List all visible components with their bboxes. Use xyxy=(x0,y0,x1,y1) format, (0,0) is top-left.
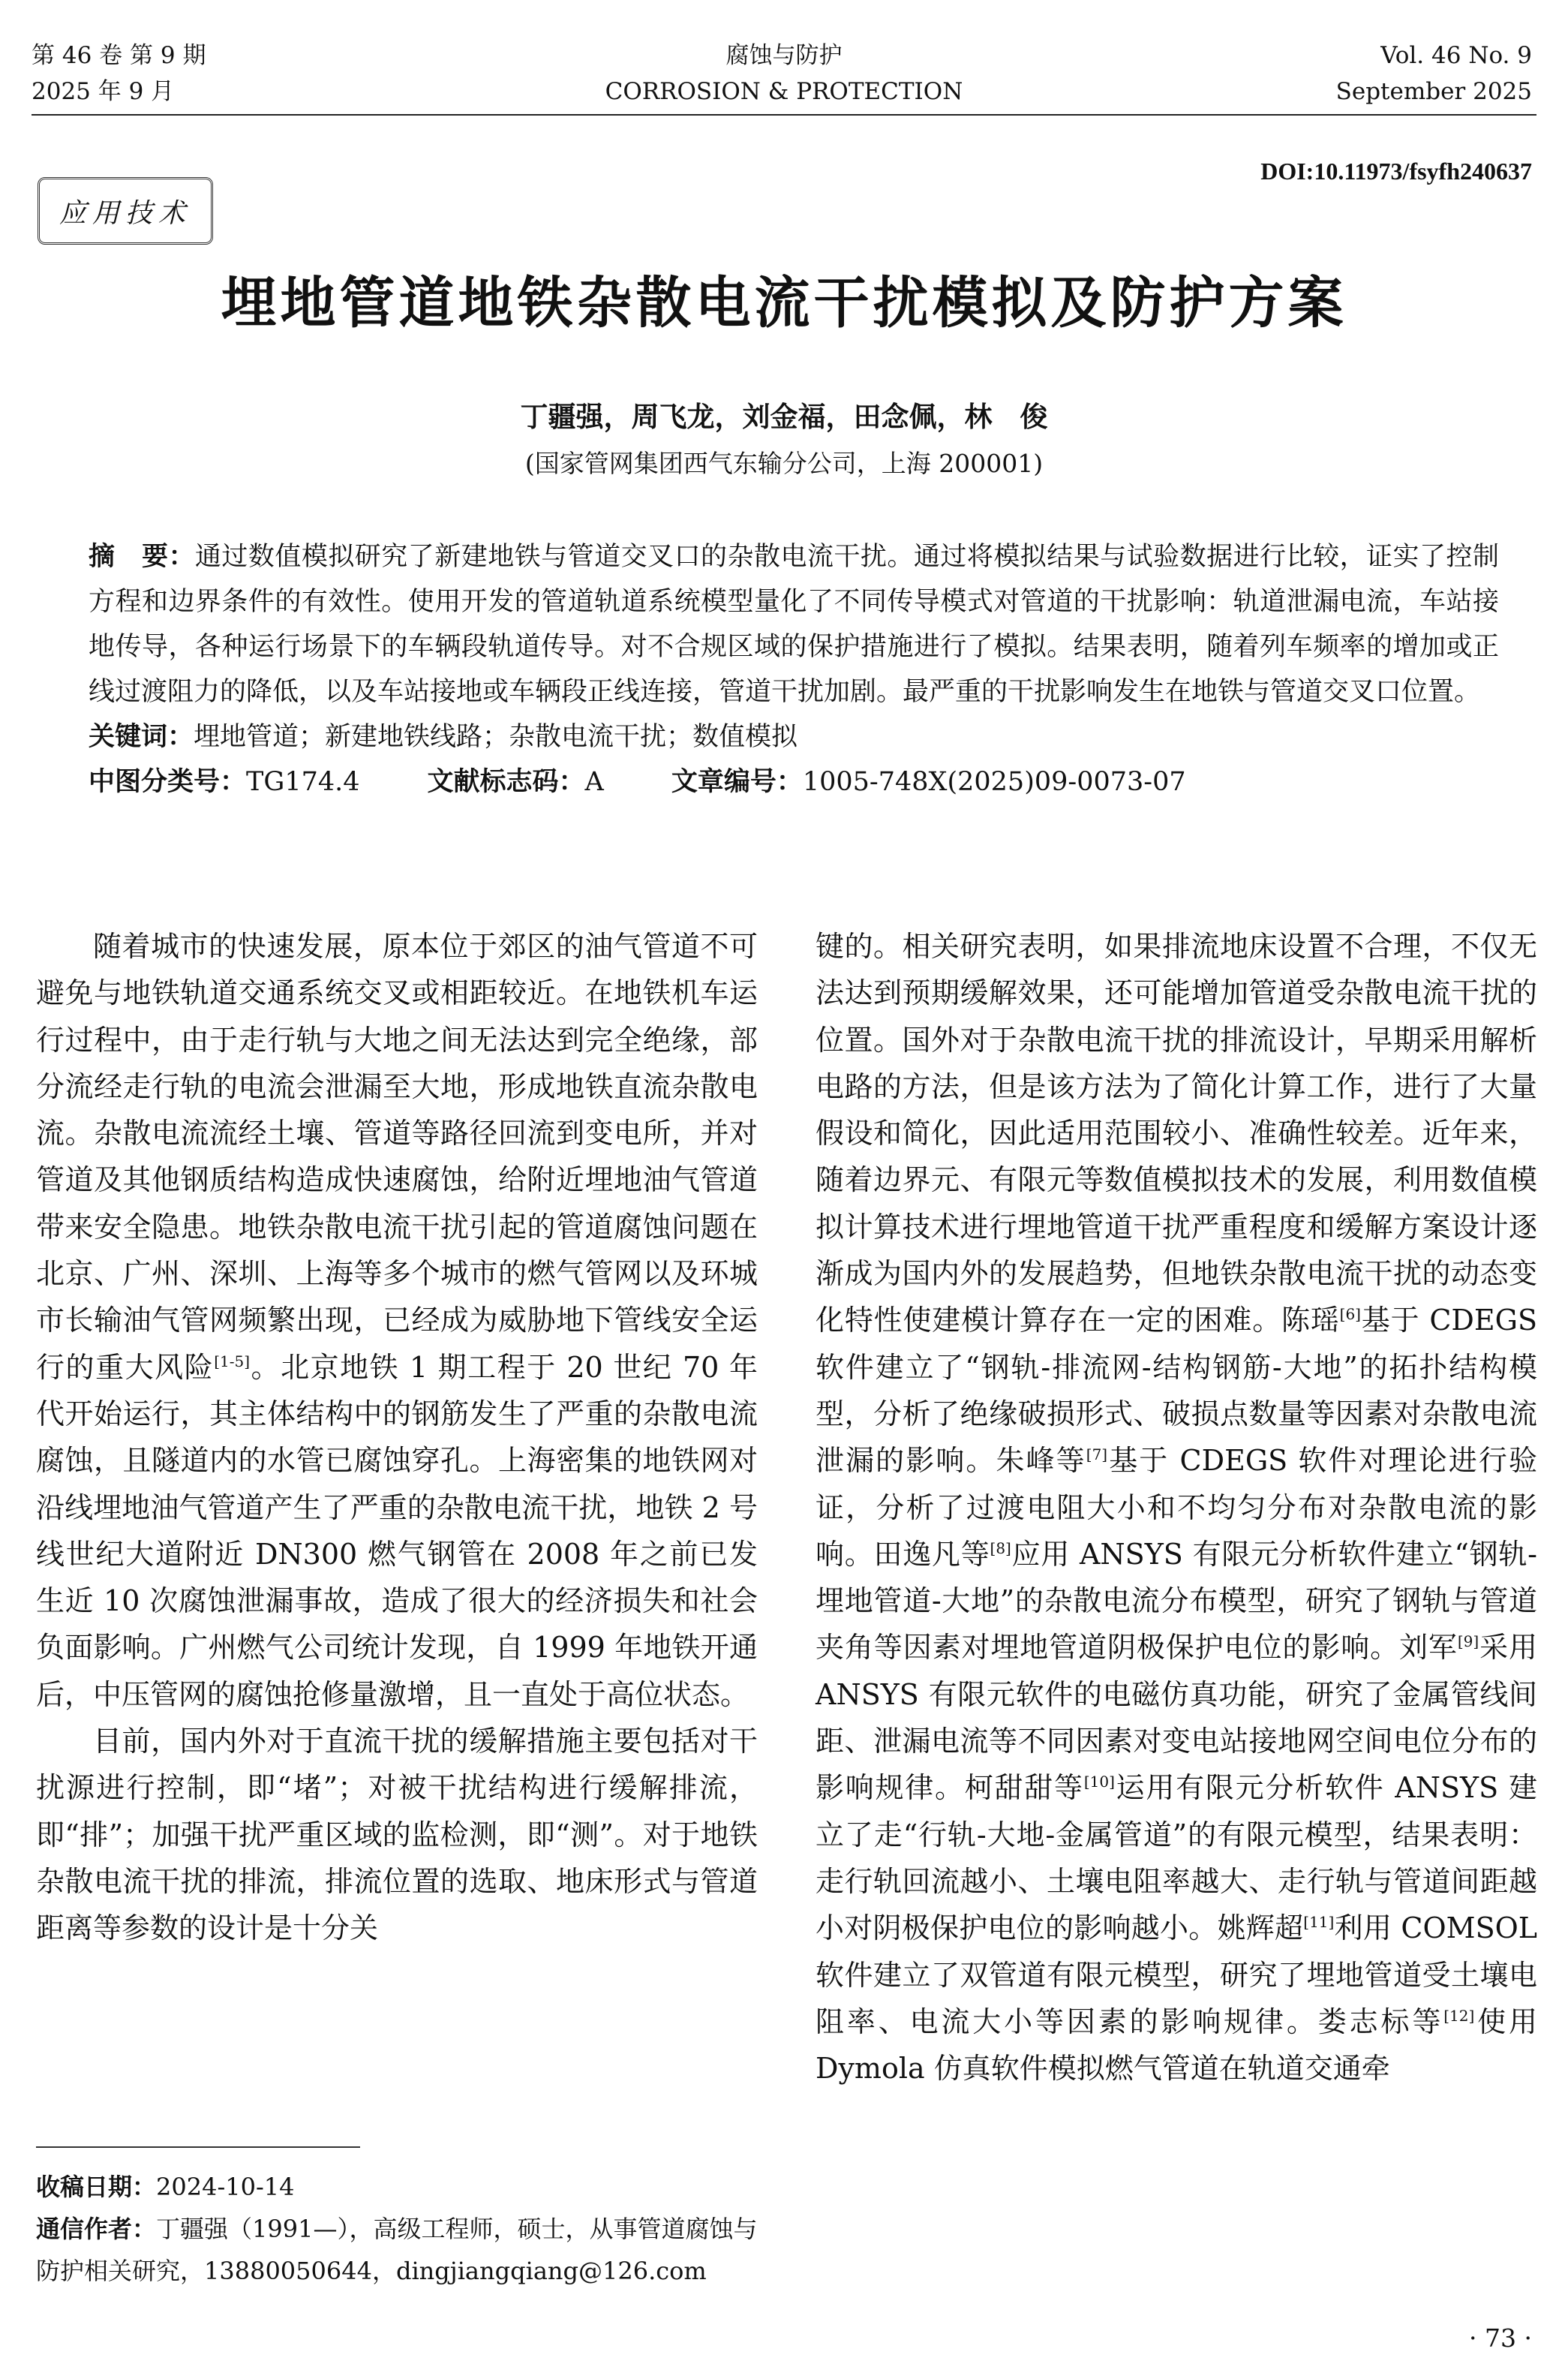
journal-name-cn: 腐蚀与防护 xyxy=(725,42,843,69)
abstract-text: 通过数值模拟研究了新建地铁与管道交叉口的杂散电流干扰。通过将模拟结果与试验数据进行比较，证实了控制方程和边界条件的有效性。使用开发的管道轨道系统模型量化了不同传导模式对管道的干扰影响：轨道泄漏电流，车站接地传导，各种运行场景下的车辆段轨道传导。对不合规区域的保护措施进行了模拟。结果表明，随着列车频率的增加或正线过渡阻力的降低，以及车站接地或车辆段正线连接，管道干扰加剧。最严重的干扰影响发生在地铁与管道交叉口位置。 xyxy=(89,542,1499,707)
body-column-right xyxy=(816,923,1537,2092)
body-text: 随着城市的快速发展，原本位于郊区的油气管道不可避免与地铁轨道交通系统交叉或相距较近。在地铁机车运行过程中，由于走行轨与大地之间无法达到完全绝缘，部分流经走行轨的电流会泄漏至大地，形成地铁直流杂散电流。杂散电流流经土壤、管道等路径回流到变电所，并对管道及其他钢质结构造成快速腐蚀，给附近埋地油气管道带来安全隐患。地铁杂散电流干扰引起的管道腐蚀问题在北京、广州、深圳、上海等多个城市的燃气管网以及环城市长输油气管网频繁出现，已经成为威胁地下管线安全运行的重大风险 xyxy=(36,930,758,1384)
body-column-left xyxy=(36,923,758,1952)
document-code-value: A xyxy=(584,767,604,797)
paper-title: 埋地管道地铁杂散电流干扰模拟及防护方案 xyxy=(221,271,1347,335)
corresponding-author xyxy=(36,2208,758,2292)
classification-row xyxy=(89,759,1499,805)
footnote-rule xyxy=(36,2146,360,2148)
section-tag: 应用技术 xyxy=(38,177,213,245)
document-code xyxy=(428,759,604,805)
body-paragraph xyxy=(36,923,758,1718)
abstract-block xyxy=(89,534,1499,805)
body-paragraph xyxy=(816,923,1537,2092)
received-date xyxy=(36,2166,758,2208)
body-text: 采用 ANSYS 有限元软件的电磁仿真功能，研究了金属管线间距、泄漏电流等不同因素对变电站接地网空间电位分布的影响规律。柯甜甜等 xyxy=(816,1631,1537,1805)
issue-date: 2025 年 9 月 xyxy=(32,78,175,105)
body-text: 应用 ANSYS 有限元分析软件建立“钢轨-埋地管道-大地”的杂散电流分布模型，研究了钢轨与管道夹角等因素对埋地管道阴极保护电位的影响。刘军 xyxy=(816,1537,1537,1665)
volume-issue-en: Vol. 46 No. 9 xyxy=(1380,42,1532,69)
abstract-label: 摘 要： xyxy=(89,542,195,572)
body-text: 基于 CDEGS 软件对理论进行验证，分析了过渡电阻大小和不均匀分布对杂散电流的影响。田逸凡等 xyxy=(816,1444,1537,1571)
clc-label: 中图分类号： xyxy=(89,767,247,797)
author-value: 丁疆强（1991—），高级工程师，硕士，从事管道腐蚀与防护相关研究，13880050644，dingjiangqiang@126.com xyxy=(36,2215,758,2285)
article-number-value: 1005-748X(2025)09-0073-07 xyxy=(802,767,1186,797)
author-label: 通信作者： xyxy=(36,2215,157,2243)
journal-issue-info-en xyxy=(1336,38,1532,110)
doi[interactable]: DOI:10.11973/fsyfh240637 xyxy=(1260,158,1532,185)
citation[interactable]: [10] xyxy=(1083,1773,1115,1791)
citation[interactable]: [11] xyxy=(1303,1913,1335,1932)
clc-code xyxy=(89,759,360,805)
article-number-label: 文章编号： xyxy=(671,767,803,797)
authors: 丁疆强，周飞龙，刘金福，田念佩，林 俊 xyxy=(520,401,1048,433)
journal-name-en: CORROSION & PROTECTION xyxy=(605,78,963,105)
affiliation: (国家管网集团西气东输分公司，上海 200001) xyxy=(524,449,1044,478)
citation[interactable]: [6] xyxy=(1339,1305,1361,1324)
received-label: 收稿日期： xyxy=(36,2173,157,2201)
body-text: 键的。相关研究表明，如果排流地床设置不合理，不仅无法达到预期缓解效果，还可能增加管道受杂散电流干扰的位置。国外对于杂散电流干扰的排流设计，早期采用解析电路的方法，但是该方法为了简化计算工作，进行了大量假设和简化，因此适用范围较小、准确性较差。近年来，随着边界元、有限元等数值模拟技术的发展，利用数值模拟计算技术进行埋地管道干扰严重程度和缓解方案设计逐渐成为国内外的发展趋势，但地铁杂散电流干扰的动态变化特性使建模计算存在一定的困难。陈瑶 xyxy=(816,930,1537,1337)
page-number: · 73 · xyxy=(1469,2323,1532,2353)
citation[interactable]: [1-5] xyxy=(214,1352,251,1370)
body-text: 使用 Dymola 仿真软件模拟燃气管道在轨道交通牵 xyxy=(816,2005,1537,2086)
body-text: 利用 COMSOL 软件建立了双管道有限元模型，研究了埋地管道受土壤电阻率、电流大小等因素的影响规律。娄志标等 xyxy=(816,1911,1537,2038)
body-paragraph: 目前，国内外对于直流干扰的缓解措施主要包括对干扰源进行控制，即“堵”；对被干扰结构进行缓解排流，即“排”；加强干扰严重区域的监检测，即“测”。对于地铁杂散电流干扰的排流，排流位置的选取、地床形式与管道距离等参数的设计是十分关 xyxy=(36,1725,758,1945)
document-code-label: 文献标志码： xyxy=(427,767,585,797)
body-text: 。北京地铁 1 期工程于 20 世纪 70 年代开始运行，其主体结构中的钢筋发生了严重的杂散电流腐蚀，且隧道内的水管已腐蚀穿孔。上海密集的地铁网对沿线埋地油气管道产生了严重的杂散电流干扰，地铁 2 号线世纪大道附近 DN300 燃气钢管在 2008 年之前已发生近 10 次腐蚀泄漏事故，造成了很大的经济损失和社会负面影响。广州燃气公司统计发现，自 1999 年地铁开通后，中压管网的腐蚀抢修量激增，且一直处于高位状态。 xyxy=(36,1350,758,1711)
keywords xyxy=(89,714,1499,759)
issue-date-en: September 2025 xyxy=(1335,78,1532,105)
abstract xyxy=(89,534,1499,714)
citation[interactable]: [12] xyxy=(1443,2006,1475,2025)
body-text: 运用有限元分析软件 ANSYS 建立了走“行轨-大地-金属管道”的有限元模型，结果表明：走行轨回流越小、土壤电阻率越大、走行轨与管道间距越小对阴极保护电位的影响越小。姚辉超 xyxy=(816,1771,1537,1945)
footnote xyxy=(36,2166,758,2292)
received-value: 2024-10-14 xyxy=(156,2173,295,2201)
citation[interactable]: [9] xyxy=(1457,1632,1479,1651)
keywords-text: 埋地管道；新建地铁线路；杂散电流干扰；数值模拟 xyxy=(194,722,798,752)
keywords-label: 关键词： xyxy=(89,722,194,752)
citation[interactable]: [8] xyxy=(990,1538,1011,1557)
body-text: 基于 CDEGS 软件建立了“钢轨-排流网-结构钢筋-大地”的拓扑结构模型，分析了绝缘破损形式、破损点数量等因素对杂散电流泄漏的影响。朱峰等 xyxy=(816,1304,1537,1478)
citation[interactable]: [7] xyxy=(1086,1445,1108,1464)
article-number xyxy=(671,759,1186,805)
volume-issue: 第 46 卷 第 9 期 xyxy=(32,42,206,69)
clc-value: TG174.4 xyxy=(246,767,360,797)
journal-name xyxy=(0,38,1568,110)
header-rule xyxy=(32,114,1536,116)
